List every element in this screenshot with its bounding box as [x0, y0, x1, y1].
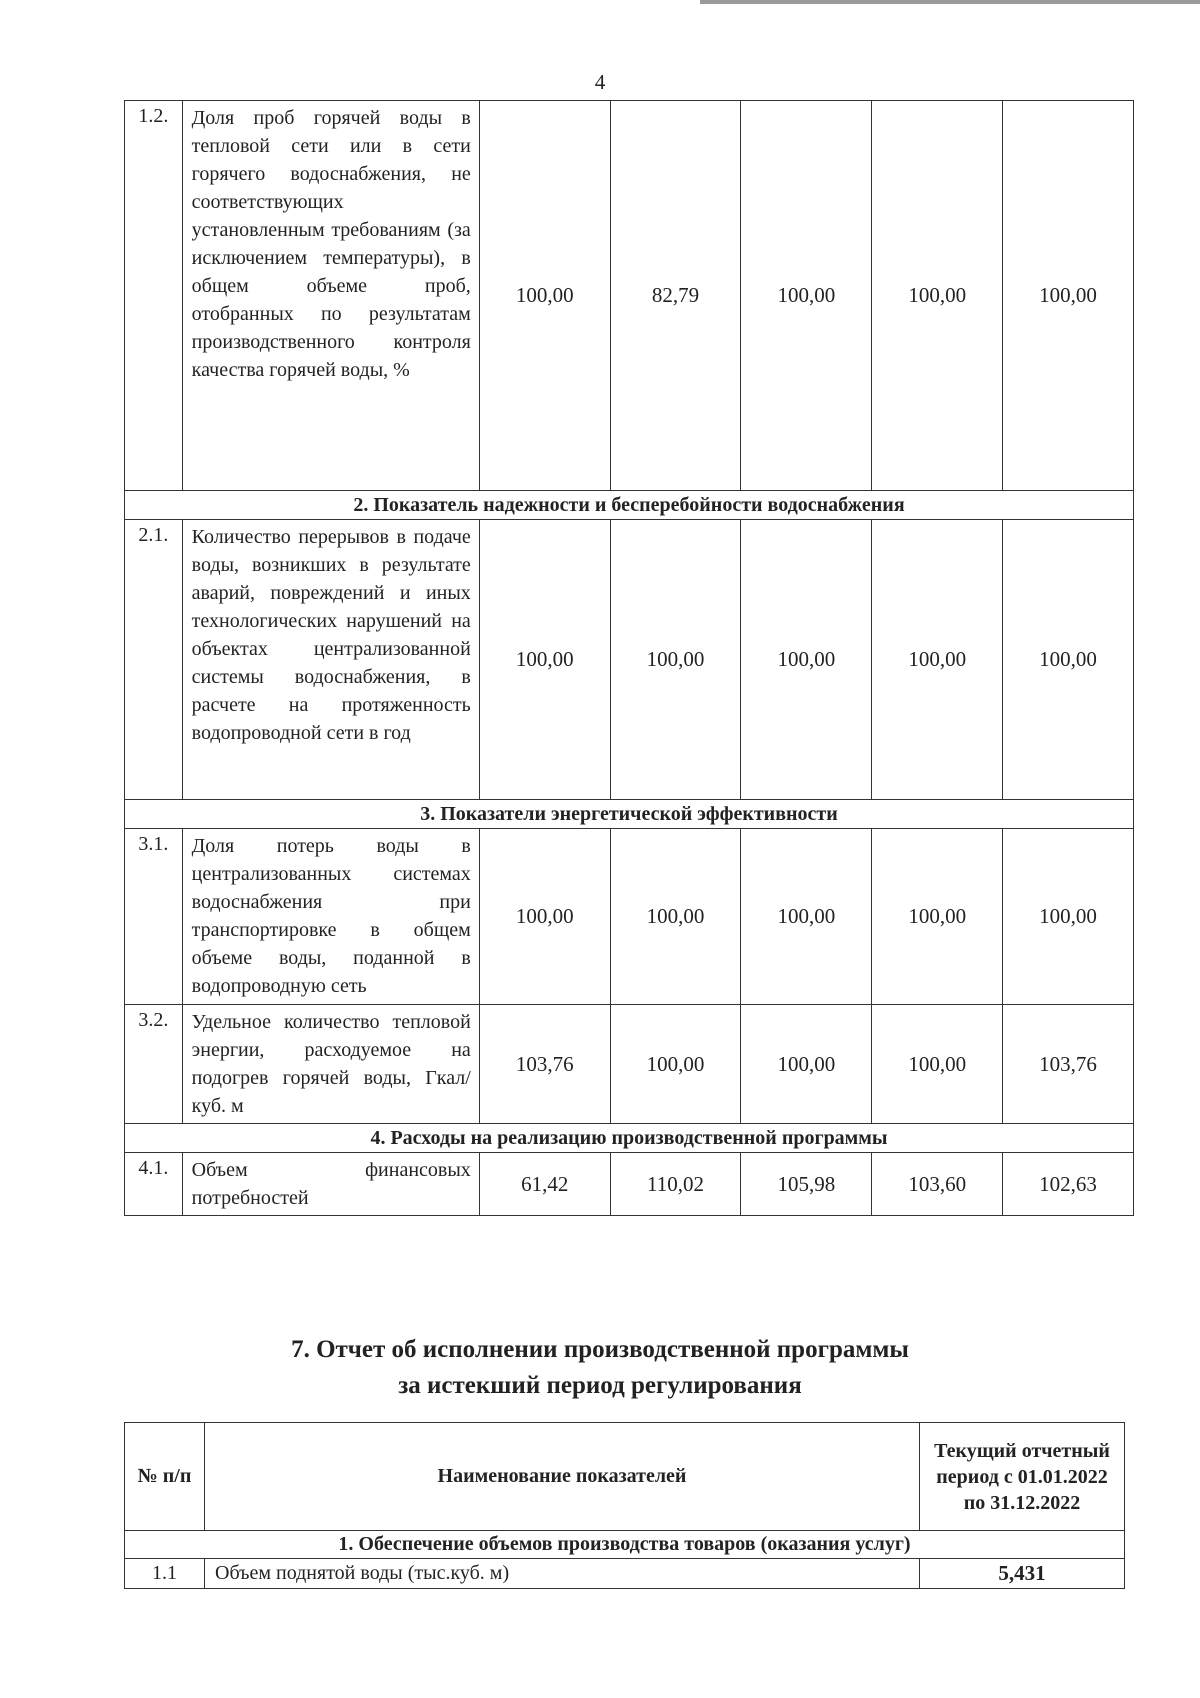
report-row-num: 1.1 — [125, 1559, 205, 1589]
report-table — [124, 1422, 1125, 1589]
row-indicator-name: Количество перерывов в подаче воды, возникших в результате аварий, повреждений и иных технологических нарушений на объектах централизованной системы водоснабжения, в расчете на протяженность водопроводной сети в год — [182, 520, 479, 800]
row-value: 100,00 — [479, 101, 610, 491]
row-value: 110,02 — [610, 1153, 741, 1216]
section-title-line2: за истекший период регулирования — [398, 1372, 802, 1399]
report-section-header: 1. Обеспечение объемов производства товаров (оказания услуг) — [125, 1531, 1125, 1559]
header-period: Текущий отчетный период с 01.01.2022 по 31.12.2022 — [920, 1423, 1125, 1531]
row-value: 82,79 — [610, 101, 741, 491]
row-value: 100,00 — [741, 1005, 872, 1124]
section-header: 3. Показатели энергетической эффективности — [125, 800, 1134, 829]
row-indicator-name: Удельное количество тепловой энергии, расходуемое на подогрев горячей воды, Гкал/куб. м — [182, 1005, 479, 1124]
row-value: 100,00 — [741, 829, 872, 1005]
header-num: № п/п — [125, 1423, 205, 1531]
section-header: 4. Расходы на реализацию производственной программы — [125, 1124, 1134, 1153]
row-value: 103,76 — [1003, 1005, 1134, 1124]
row-indicator-name: Доля проб горячей воды в тепловой сети или в сети горячего водоснабжения, не соответствующих установленным требованиям (за исключением температуры), в общем объеме проб, отобранных по результатам производственного контроля качества горячей воды, % — [182, 101, 479, 491]
row-value: 100,00 — [610, 829, 741, 1005]
header-name: Наименование показателей — [205, 1423, 920, 1531]
report-row-name: Объем поднятой воды (тыс.куб. м) — [205, 1559, 920, 1589]
row-value: 103,60 — [872, 1153, 1003, 1216]
page-number: 4 — [594, 70, 606, 94]
row-value: 100,00 — [872, 101, 1003, 491]
scan-edge-line — [700, 0, 1200, 4]
row-value: 100,00 — [1003, 829, 1134, 1005]
table-row — [125, 101, 1134, 491]
row-value: 100,00 — [1003, 101, 1134, 491]
row-value: 100,00 — [610, 1005, 741, 1124]
row-value: 100,00 — [479, 520, 610, 800]
section-header-row — [125, 1124, 1134, 1153]
row-value: 61,42 — [479, 1153, 610, 1216]
section-header-row — [125, 800, 1134, 829]
row-value: 100,00 — [479, 829, 610, 1005]
row-number: 3.1. — [125, 829, 183, 1005]
row-number: 1.2. — [125, 101, 183, 491]
section-header-row — [125, 491, 1134, 520]
row-value: 100,00 — [1003, 520, 1134, 800]
row-value: 102,63 — [1003, 1153, 1134, 1216]
row-number: 2.1. — [125, 520, 183, 800]
table-row — [125, 1005, 1134, 1124]
row-value: 100,00 — [610, 520, 741, 800]
row-value: 100,00 — [872, 1005, 1003, 1124]
table-row — [125, 1153, 1134, 1216]
row-value: 100,00 — [872, 520, 1003, 800]
row-indicator-name: Доля потерь воды в централизованных системах водоснабжения при транспортировке в общем объеме воды, поданной в водопроводную сеть — [182, 829, 479, 1005]
row-value: 103,76 — [479, 1005, 610, 1124]
row-value: 100,00 — [741, 520, 872, 800]
table-row — [125, 520, 1134, 800]
row-value: 100,00 — [872, 829, 1003, 1005]
row-number: 4.1. — [125, 1153, 183, 1216]
section-title — [0, 1332, 1200, 1404]
section-header: 2. Показатель надежности и бесперебойности водоснабжения — [125, 491, 1134, 520]
row-value: 105,98 — [741, 1153, 872, 1216]
section-title-line1: 7. Отчет об исполнении производственной программы — [291, 1336, 909, 1363]
row-indicator-name: Объем финансовых потребностей — [182, 1153, 479, 1216]
indicators-table — [124, 100, 1134, 1216]
row-value: 100,00 — [741, 101, 872, 491]
report-row-value: 5,431 — [920, 1559, 1125, 1589]
row-number: 3.2. — [125, 1005, 183, 1124]
table-row — [125, 829, 1134, 1005]
